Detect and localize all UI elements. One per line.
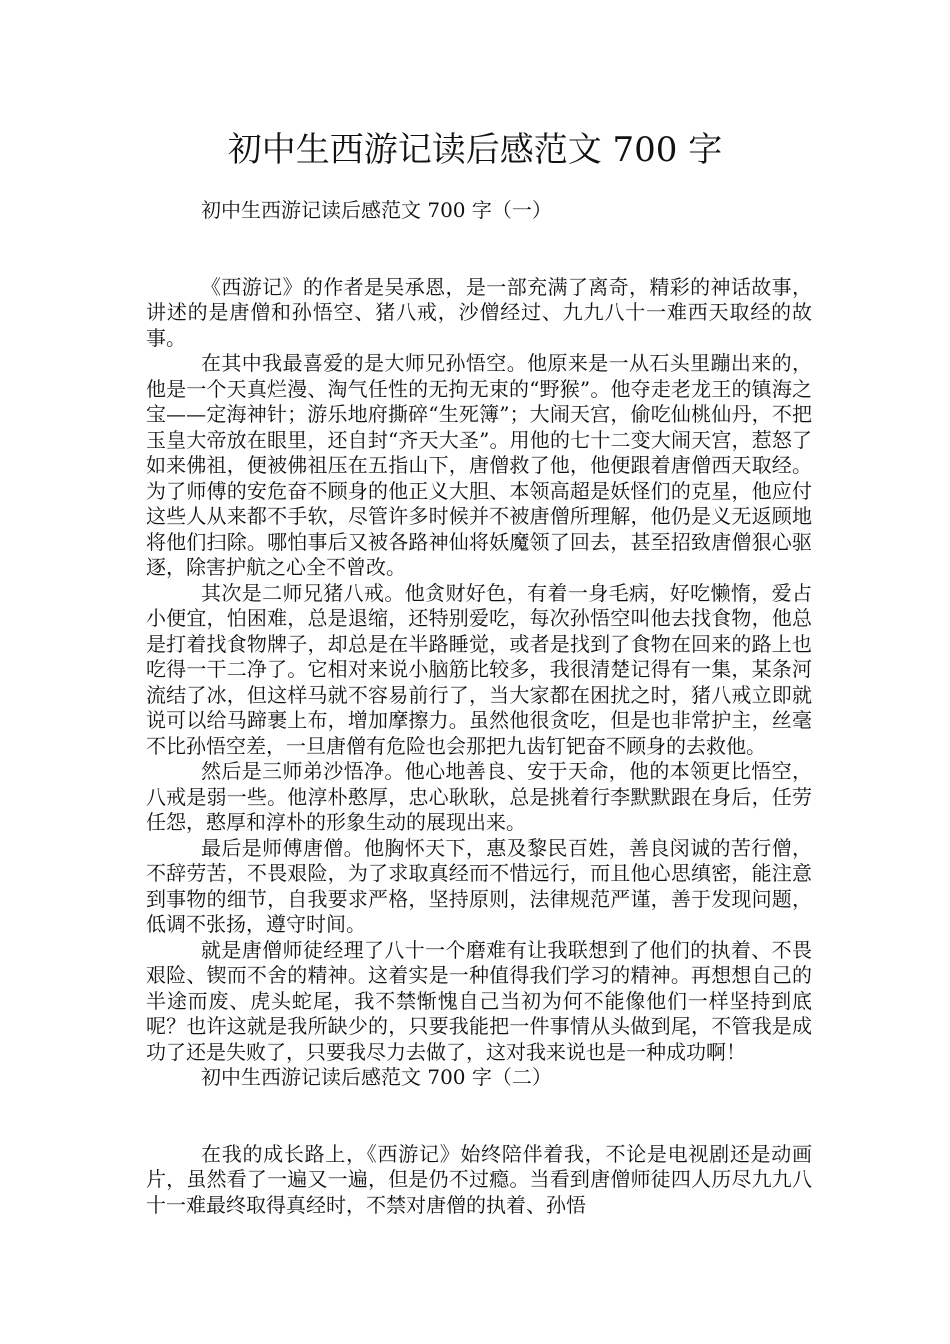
paragraph: 最后是师傅唐僧。他胸怀天下，惠及黎民百姓，善良闵诚的苦行僧，不辞劳苦，不畏艰险，为了求取真经而不惜远行，而且他心思缜密，能注意到事物的细节，自我要求严格，坚持原则，法律规范严谨，善于发现问题，低调不张扬，遵守时间。 bbox=[146, 835, 812, 936]
paragraph: 其次是二师兄猪八戒。他贪财好色，有着一身毛病，好吃懒惰，爱占小便宜，怕困难，总是退缩，还特别爱吃，每次孙悟空叫他去找食物，他总是打着找食物牌子，却总是在半路睡觉，或者是找到了食物在回来的路上也吃得一干二净了。它相对来说小脑筋比较多，我很清楚记得有一集，某条河流结了冰，但这样马就不容易前行了，当大家都在困扰之时，猪八戒立即就说可以给马蹄裹上布，增加摩擦力。虽然他很贪吃，但是也非常护主，丝毫不比孙悟空差，一旦唐僧有危险也会那把九齿钉钯奋不顾身的去救他。 bbox=[146, 580, 812, 758]
paragraph: 就是唐僧师徒经理了八十一个磨难有让我联想到了他们的执着、不畏艰险、锲而不舍的精神。这着实是一种值得我们学习的精神。再想想自己的半途而废、虎头蛇尾，我不禁惭愧自己当初为何不能像他们一样坚持到底呢？也许这就是我所缺少的，只要我能把一件事情从头做到尾，不管我是成功了还是失败了，只要我尽力去做了，这对我来说也是一种成功啊！ bbox=[146, 937, 812, 1064]
blank-line bbox=[146, 1091, 812, 1117]
paragraph: 在其中我最喜爱的是大师兄孙悟空。他原来是一从石头里蹦出来的，他是一个天真烂漫、淘气任性的无拘无束的“野猴”。他夺走老龙王的镇海之宝——定海神针；游乐地府撕碎“生死簿”；大闹天宫，偷吃仙桃仙丹，不把玉皇大帝放在眼里，还自封“齐天大圣”。用他的七十二变大闹天宫，惹怒了如来佛祖，便被佛祖压在五指山下，唐僧救了他，他便跟着唐僧西天取经。为了师傅的安危奋不顾身的他正义大胆、本领高超是妖怪们的克星，他应付这些人从来都不手软，尽管许多时候并不被唐僧所理解，他仍是义无返顾地将他们扫除。哪怕事后又被各路神仙将妖魔领了回去，甚至招致唐僧狠心驱逐，除害护航之心全不曾改。 bbox=[146, 351, 812, 579]
document-body bbox=[146, 198, 812, 1218]
paragraph: 《西游记》的作者是吴承恩，是一部充满了离奇，精彩的神话故事，讲述的是唐僧和孙悟空、猪八戒，沙僧经过、九九八十一难西天取经的故事。 bbox=[146, 274, 812, 350]
document-title: 初中生西游记读后感范文 700 字 bbox=[227, 130, 723, 170]
section-heading-1: 初中生西游记读后感范文 700 字（一） bbox=[201, 198, 552, 222]
blank-line bbox=[146, 224, 812, 250]
paragraph: 在我的成长路上，《西游记》始终陪伴着我，不论是电视剧还是动画片，虽然看了一遍又一遍，但是仍不过瘾。当看到唐僧师徒四人历尽九九八十一难最终取得真经时，不禁对唐僧的执着、孙悟 bbox=[146, 1141, 812, 1217]
blank-line bbox=[146, 1116, 812, 1142]
section-heading-2: 初中生西游记读后感范文 700 字（二） bbox=[201, 1065, 552, 1089]
paragraph: 然后是三师弟沙悟净。他心地善良、安于天命，他的本领更比悟空，八戒是弱一些。他淳朴憨厚，忠心耿耿，总是挑着行李默默跟在身后，任劳任怨，憨厚和淳朴的形象生动的展现出来。 bbox=[146, 759, 812, 834]
blank-line bbox=[146, 249, 812, 275]
